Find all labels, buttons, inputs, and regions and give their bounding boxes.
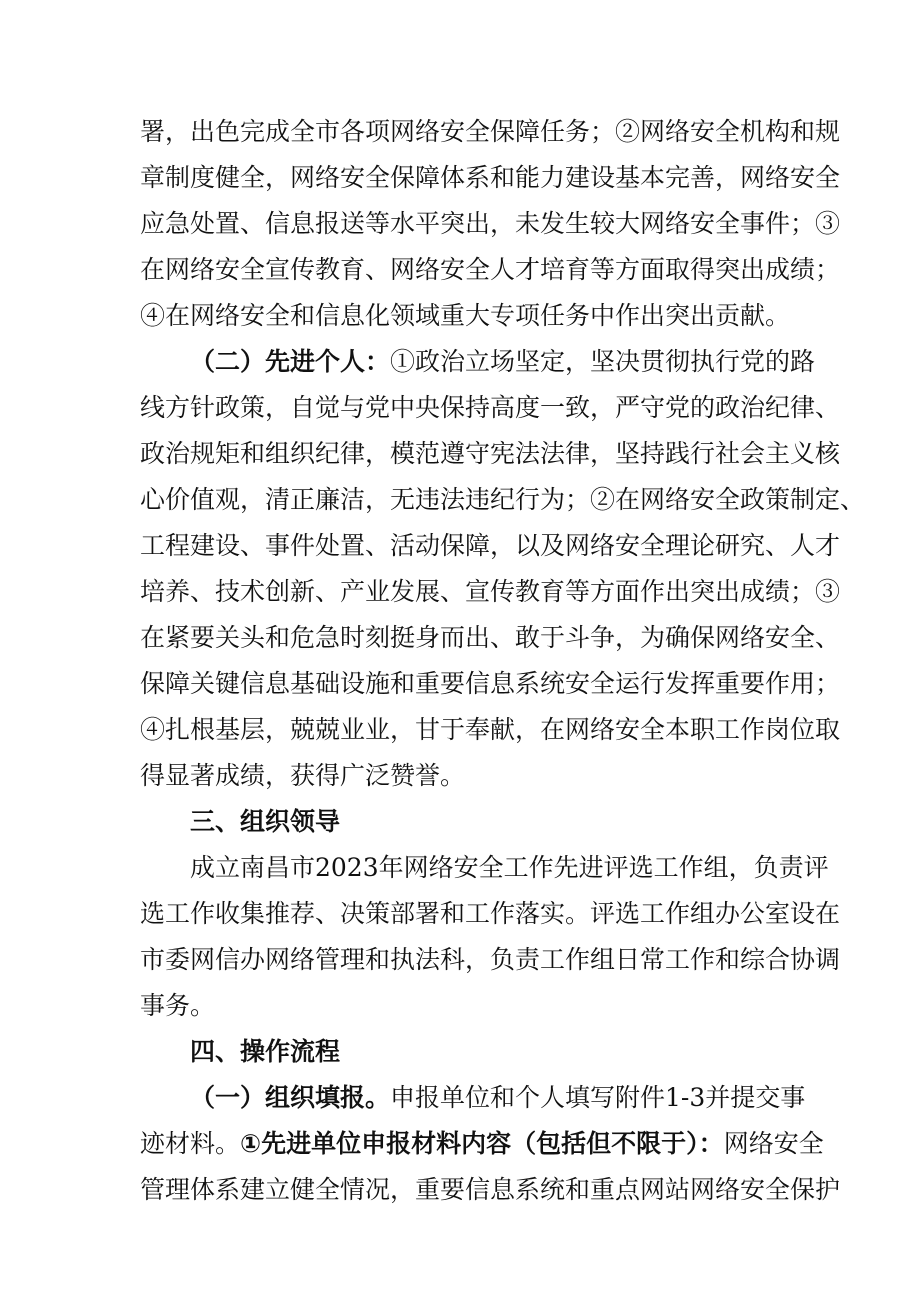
body-text: 迹材料。 — [140, 1129, 241, 1158]
body-text-line: 成立南昌市2023年网络安全工作先进评选工作组，负责评 — [190, 853, 829, 882]
advanced-individual-first-line — [190, 346, 816, 378]
body-text-line: 事务。 — [140, 991, 216, 1020]
body-text-line: 政治规矩和组织纪律，模范遵守宪法法律，坚持践行社会主义核 — [140, 439, 841, 468]
body-text-line: 培养、技术创新、产业发展、宣传教育等方面作出突出成绩；③ — [140, 577, 841, 606]
body-text-line: 选工作收集推荐、决策部署和工作落实。评选工作组办公室设在 — [140, 899, 841, 928]
materials-heading: ①先进单位申报材料内容（包括但不限于）： — [240, 1129, 724, 1158]
body-text-line: 市委网信办网络管理和执法科，负责工作组日常工作和综合协调 — [140, 945, 841, 974]
body-text-line: ④扎根基层，兢兢业业，甘于奉献，在网络安全本职工作岗位取 — [140, 715, 841, 744]
body-text-line: 章制度健全，网络安全保障体系和能力建设基本完善，网络安全 — [140, 163, 841, 192]
body-text-line: 应急处置、信息报送等水平突出，未发生较大网络安全事件；③ — [140, 209, 841, 238]
body-text: ①政治立场坚定，坚决贯彻执行党的路 — [390, 347, 816, 376]
body-text-line: 保障关键信息基础设施和重要信息系统安全运行发挥重要作用； — [140, 669, 841, 698]
body-text: 申报单位和个人填写附件1-3并提交事 — [390, 1083, 806, 1112]
body-text: 网络安全 — [723, 1129, 824, 1158]
section-heading-process: 四、操作流程 — [190, 1037, 341, 1066]
body-text-line: 在紧要关头和危急时刻挺身而出、敢于斗争，为确保网络安全、 — [140, 623, 841, 652]
body-text-line: 得显著成绩，获得广泛赞誉。 — [140, 761, 466, 790]
body-text-line: 署，出色完成全市各项网络安全保障任务；②网络安全机构和规 — [140, 117, 841, 146]
body-text-line: 心价值观，清正廉洁，无违法违纪行为；②在网络安全政策制定、 — [140, 485, 866, 514]
section-heading-organization: 三、组织领导 — [190, 807, 341, 836]
body-text-line: 在网络安全宣传教育、网络安全人才培育等方面取得突出成绩； — [140, 255, 841, 284]
body-text-line: 管理体系建立健全情况，重要信息系统和重点网站网络安全保护 — [140, 1175, 841, 1204]
process-first-line — [190, 1082, 806, 1114]
process-second-line — [140, 1128, 824, 1160]
advanced-individual-heading: （二）先进个人： — [190, 347, 391, 376]
process-sub-heading: （一）组织填报。 — [190, 1083, 391, 1112]
body-text-line: 工程建设、事件处置、活动保障，以及网络安全理论研究、人才 — [140, 531, 841, 560]
body-text-line: ④在网络安全和信息化领域重大专项任务中作出突出贡献。 — [140, 301, 791, 330]
body-text-line: 线方针政策，自觉与党中央保持高度一致，严守党的政治纪律、 — [140, 393, 841, 422]
